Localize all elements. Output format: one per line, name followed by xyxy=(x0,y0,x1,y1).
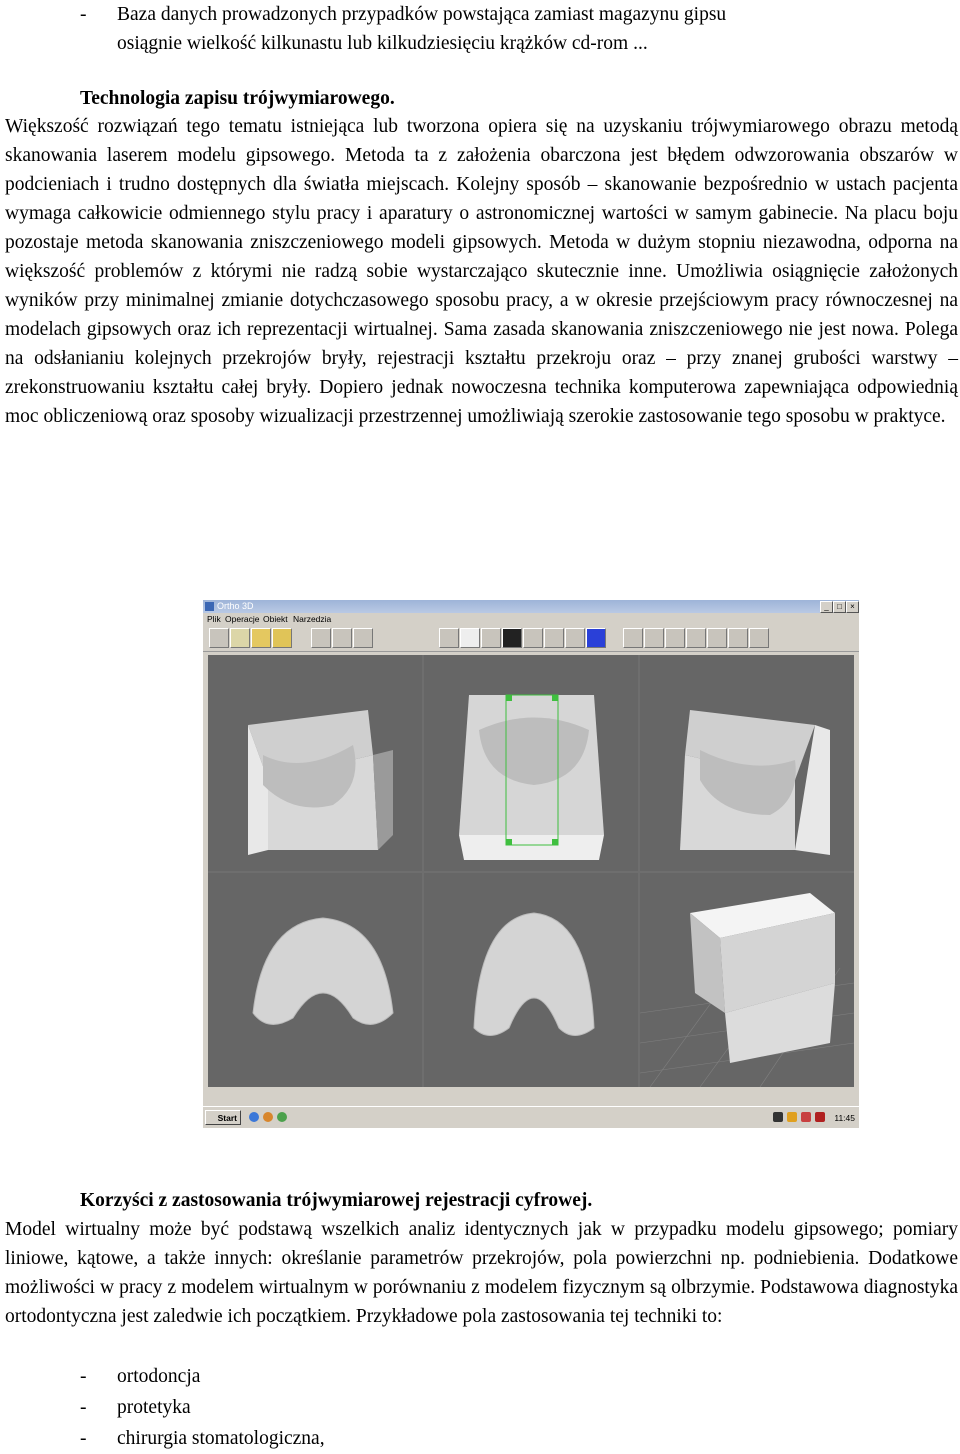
bullet-dash: - xyxy=(80,1397,87,1418)
toolbar-button-teeth[interactable] xyxy=(481,628,501,648)
toolbar-button-view-side[interactable] xyxy=(332,628,352,648)
view-pane-front[interactable] xyxy=(424,655,638,871)
dental-model-upper-arch xyxy=(208,873,422,1087)
dental-model-side-right xyxy=(208,655,422,871)
bullet-dash: - xyxy=(80,1428,87,1449)
start-label: Start xyxy=(217,1113,237,1123)
view-pane-upper-arch[interactable] xyxy=(208,873,422,1087)
list-item-text: protetyka xyxy=(117,1397,191,1418)
maximize-icon[interactable]: □ xyxy=(833,601,846,613)
section-paragraph-benefits: Model wirtualny może być podstawą wszelkich analiz identycznych jak w przypadku modelu gipsowego; pomiary liniowe, kątowe, a także innych: określanie parametrów przekrojów, pola powierzchni np. podniebienia. Dodatkowe możliwości w pracy z modelem wirtualnym w porównaniu z modelem fizycznym są olbrzymie. Podstawowa diagnostyka ortodontyczna jest zaledwie ich początkiem. Przykładowe pola zastosowania tej techniki to: xyxy=(5,1219,958,1327)
ortho3d-screenshot xyxy=(203,600,859,1128)
toolbar-button-preset-7[interactable] xyxy=(749,628,769,648)
toolbar-button-measure[interactable] xyxy=(523,628,543,648)
menu-item-obiekt[interactable]: Obiekt xyxy=(263,614,288,624)
section-paragraph-technology: Większość rozwiązań tego tematu istniejąca lub tworzona opiera się na uzyskaniu trójwymiarowego obrazu metodą skanowania laserem modelu gipsowego. Metoda ta z założenia obarczona jest błędem odwzorowania obszarów w podcieniach i trudno dostępnych dla światła miejscach. Kolejny sposób – skanowanie bezpośrednio w ustach pacjenta wymaga całkowicie odmiennego stylu pracy i aparatury o astronomicznej wartości w samym gabinecie. Na placu boju pozostaje metoda skanowania zniszczeniowego modeli gipsowych. Metoda w dużym stopniu niezawodna, odporna na większość problemów z którymi nie radzą sobie wystarczająco skutecznie inne. Umożliwia osiągnięcie założonych wyników przy minimalnej zmianie dotychczasowego sposobu pracy, a w okresie przejściowym pracy równoczesnej na modelach gipsowych oraz ich reprezentacji wirtualnej. Sama zasada skanowania zniszczeniowego nie jest nowa. Polega na odsłanianiu kolejnych przekrojów bryły, rejestracji kształtu przekroju oraz – przy znanej grubości warstwy – zrekonstruowaniu kształtu całej bryły. Dopiero jednak nowoczesna technika komputerowa zapewniająca odpowiednią moc obliczeniową oraz sposoby wizualizacji przestrzennej umożliwiają szerokie zastosowanie tego sposobu w praktyce. xyxy=(5,116,958,427)
bullet-text-line-2: osiągnie wielkość kilkunastu lub kilkudziesięciu krążków cd-rom ... xyxy=(117,33,648,54)
tray-icon-3[interactable] xyxy=(801,1112,811,1122)
start-button[interactable] xyxy=(205,1110,241,1125)
bullet-text-line-1: Baza danych prowadzonych przypadków powstająca zamiast magazynu gipsu xyxy=(117,4,727,25)
list-item xyxy=(0,1424,960,1453)
bullet-dash: - xyxy=(80,1366,87,1387)
list-item-text: ortodoncja xyxy=(117,1366,201,1387)
toolbar-button-preset-4[interactable] xyxy=(686,628,706,648)
toolbar-button-zoom[interactable] xyxy=(272,628,292,648)
toolbar-button-cut[interactable] xyxy=(439,628,459,648)
menu-bar xyxy=(203,613,859,625)
minimize-icon[interactable]: _ xyxy=(820,601,833,613)
quicklaunch-icon[interactable] xyxy=(277,1112,287,1122)
toolbar-button-color[interactable] xyxy=(586,628,606,648)
intro-bullet xyxy=(0,0,960,58)
toolbar-button-view-top[interactable] xyxy=(353,628,373,648)
menu-item-plik[interactable]: Plik xyxy=(207,614,221,624)
toolbar-button-preset-3[interactable] xyxy=(665,628,685,648)
view-pane-lower-arch[interactable] xyxy=(424,873,638,1087)
toolbar-button-move[interactable] xyxy=(230,628,250,648)
dental-model-perspective xyxy=(640,873,854,1087)
list-item-text: chirurgia stomatologiczna, xyxy=(117,1428,325,1449)
media-icon[interactable] xyxy=(263,1112,273,1122)
view-pane-right-side[interactable] xyxy=(208,655,422,871)
toolbar xyxy=(203,625,859,652)
toolbar-button-grid[interactable] xyxy=(460,628,480,648)
taskbar-clock: 11:45 xyxy=(834,1113,855,1123)
dental-model-side-left xyxy=(640,655,854,871)
toolbar-button-rotate[interactable] xyxy=(251,628,271,648)
browser-icon[interactable] xyxy=(249,1112,259,1122)
menu-item-narzedzia[interactable]: Narzedzia xyxy=(293,614,332,624)
toolbar-button-contrast[interactable] xyxy=(502,628,522,648)
tray-icon-1[interactable] xyxy=(773,1112,783,1122)
menu-item-operacje[interactable]: Operacje xyxy=(225,614,260,624)
toolbar-button-preset-5[interactable] xyxy=(707,628,727,648)
toolbar-button-plane[interactable] xyxy=(565,628,585,648)
dental-model-lower-arch xyxy=(424,873,638,1087)
toolbar-button-preset-6[interactable] xyxy=(728,628,748,648)
windows-taskbar xyxy=(203,1106,859,1128)
list-item xyxy=(0,1362,960,1391)
toolbar-button-preset-1[interactable] xyxy=(623,628,643,648)
list-item xyxy=(0,1393,960,1422)
view-pane-left-side[interactable] xyxy=(640,655,854,871)
toolbar-button-open[interactable] xyxy=(209,628,229,648)
dental-model-front xyxy=(424,655,638,871)
section-heading-benefits: Korzyści z zastosowania trójwymiarowej rejestracji cyfrowej. xyxy=(80,1190,593,1211)
app-icon xyxy=(205,602,214,611)
window-title: Ortho 3D xyxy=(217,601,254,611)
toolbar-button-preset-2[interactable] xyxy=(644,628,664,648)
toolbar-button-ruler[interactable] xyxy=(544,628,564,648)
tray-icon-4[interactable] xyxy=(815,1112,825,1122)
bullet-dash: - xyxy=(80,4,87,25)
close-icon[interactable]: × xyxy=(846,601,859,613)
3d-viewport[interactable] xyxy=(208,655,854,1087)
view-pane-perspective[interactable] xyxy=(640,873,854,1087)
tray-icon-2[interactable] xyxy=(787,1112,797,1122)
section-heading-technology: Technologia zapisu trójwymiarowego. xyxy=(80,88,395,109)
toolbar-button-view-front[interactable] xyxy=(311,628,331,648)
window-titlebar xyxy=(203,600,859,613)
